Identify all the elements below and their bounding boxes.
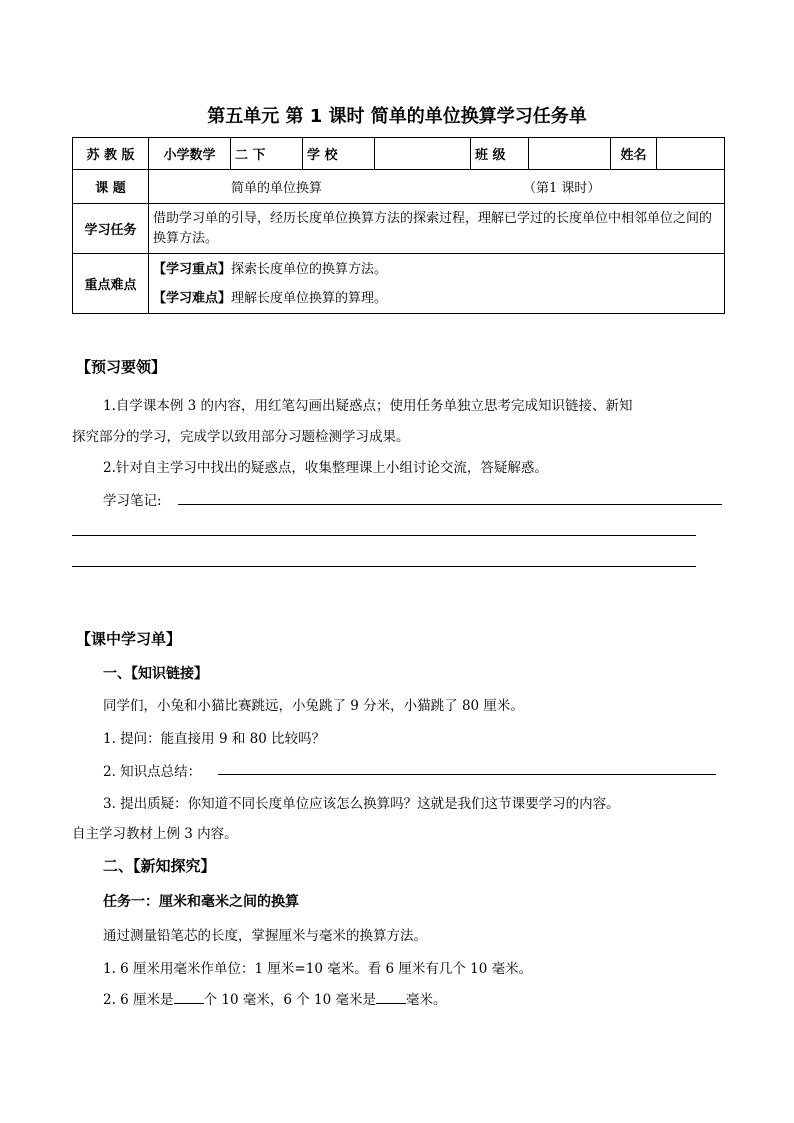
- grade-value: 二 下: [231, 138, 303, 170]
- answer-blank-1[interactable]: [174, 989, 204, 1004]
- focus-diff-line: [153, 284, 720, 313]
- task1-q2-part-a: 2. 6 厘米是: [103, 992, 174, 1008]
- name-field[interactable]: [657, 138, 725, 170]
- task1-q1: 1. 6 厘米用毫米作单位：1 厘米=10 毫米。看 6 厘米有几个 10 毫米。: [103, 961, 533, 977]
- info-table: [72, 137, 725, 314]
- focus-diff-text: 理解长度单位换算的算理。: [231, 290, 388, 306]
- preview-p1-line1: 1.自学课本例 3 的内容，用红笔勾画出疑惑点；使用任务单独立思考完成知识链接、新知: [103, 398, 633, 414]
- subject-value: 小学数学: [149, 138, 231, 170]
- task-label: 学习任务: [73, 204, 149, 254]
- class-label: 班 级: [471, 138, 529, 170]
- focus-diff-tag: 【学习难点】: [153, 290, 232, 306]
- focus-cell: [149, 254, 725, 314]
- topic-period: （第1 课时）: [523, 181, 601, 196]
- task-value: 借助学习单的引导，经历长度单位换算方法的探索过程，理解已学过的长度单位中相邻单位之间的换算方法。: [149, 204, 725, 254]
- focus-key-line: [153, 255, 720, 284]
- summary-answer-line[interactable]: [218, 774, 716, 775]
- preview-heading: 【预习要领】: [76, 358, 167, 376]
- answer-blank-2[interactable]: [376, 989, 406, 1004]
- edition-label: 苏 教 版: [73, 138, 149, 170]
- topic-value: 简单的单位换算: [231, 181, 323, 196]
- notes-label: 学习笔记:: [103, 493, 162, 509]
- preview-p2: 2.针对自主学习中找出的疑惑点，收集整理课上小组讨论交流，答疑解惑。: [103, 460, 548, 476]
- link-q3-line1: 3. 提出质疑：你知道不同长度单位应该怎么换算吗？这就是我们这节课要学习的内容。: [103, 796, 620, 812]
- task1-q2-part-b: 个 10 毫米，6 个 10 毫米是: [203, 992, 376, 1008]
- name-label: 姓名: [611, 138, 657, 170]
- link-q3-line2: 自主学习教材上例 3 内容。: [72, 826, 238, 842]
- link-intro: 同学们，小兔和小猫比赛跳远，小兔跳了 9 分米，小猫跳了 80 厘米。: [103, 698, 524, 714]
- task1-q2-part-c: 毫米。: [405, 992, 447, 1008]
- link-q2: 2. 知识点总结：: [103, 764, 202, 780]
- link-heading: 一、【知识链接】: [103, 666, 208, 682]
- notes-line-2[interactable]: [72, 535, 696, 536]
- notes-line-1[interactable]: [178, 504, 722, 505]
- class-sheet-heading: 【课中学习单】: [76, 630, 182, 648]
- school-field[interactable]: [375, 138, 471, 170]
- page-title: 第五单元 第 1 课时 简单的单位换算学习任务单: [207, 106, 587, 127]
- notes-line-3[interactable]: [72, 566, 696, 567]
- topic-label: 课 题: [73, 170, 149, 204]
- task1-q2: [103, 988, 446, 1008]
- class-field[interactable]: [529, 138, 611, 170]
- focus-label: 重点难点: [73, 254, 149, 314]
- school-label: 学 校: [303, 138, 375, 170]
- focus-key-tag: 【学习重点】: [153, 261, 232, 277]
- focus-key-text: 探索长度单位的换算方法。: [231, 261, 388, 277]
- preview-p1-line2: 探究部分的学习，完成学以致用部分习题检测学习成果。: [72, 429, 410, 445]
- topic-cell: [149, 170, 725, 204]
- explore-heading: 二、【新知探究】: [103, 857, 216, 875]
- task1-heading: 任务一：厘米和毫米之间的换算: [103, 894, 299, 910]
- task1-intro: 通过测量铅笔芯的长度，掌握厘米与毫米的换算方法。: [103, 928, 427, 944]
- link-q1: 1. 提问：能直接用 9 和 80 比较吗？: [103, 731, 326, 747]
